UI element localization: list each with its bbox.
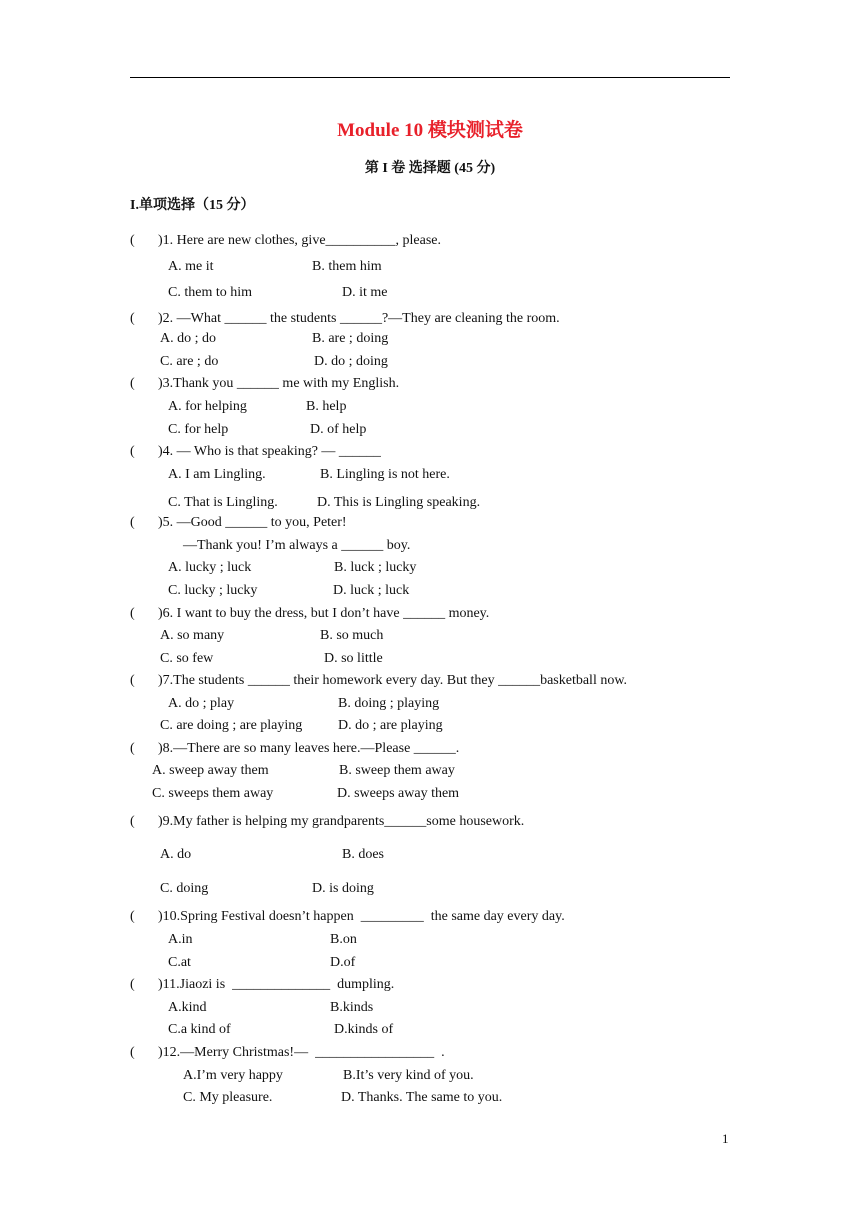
option-d: D. sweeps away them bbox=[337, 786, 460, 801]
question-stem: )5. —Good ______ to you, Peter! bbox=[158, 515, 347, 530]
answer-bracket: ( bbox=[130, 741, 135, 756]
option-a: A. sweep away them bbox=[152, 763, 269, 778]
question-stem: )7.The students ______ their homework every day. But they ______basketball now. bbox=[158, 673, 628, 688]
option-b: B. does bbox=[342, 847, 384, 862]
option-b: B. sweep them away bbox=[339, 763, 455, 778]
option-c: C. are ; do bbox=[160, 354, 219, 369]
option-b: B. them him bbox=[312, 259, 382, 274]
answer-bracket: ( bbox=[130, 515, 135, 530]
answer-bracket: ( bbox=[130, 606, 135, 621]
option-c: C. for help bbox=[168, 422, 229, 437]
page-number: 1 bbox=[722, 1131, 729, 1146]
header-rule bbox=[130, 77, 730, 78]
option-d: D. so little bbox=[324, 651, 383, 666]
option-c: C. That is Lingling. bbox=[168, 495, 278, 510]
option-a: A. so many bbox=[160, 628, 225, 643]
answer-bracket: ( bbox=[130, 673, 135, 688]
option-c: C.a kind of bbox=[168, 1022, 231, 1037]
option-a: A. I am Lingling. bbox=[168, 467, 266, 482]
option-d: D.kinds of bbox=[334, 1022, 394, 1037]
option-a: A. lucky ; luck bbox=[168, 560, 252, 575]
option-d: D. is doing bbox=[312, 881, 374, 896]
question-stem: )6. I want to buy the dress, but I don’t have ______ money. bbox=[158, 606, 490, 621]
option-b: B.kinds bbox=[330, 1000, 374, 1015]
answer-bracket: ( bbox=[130, 376, 135, 391]
question-stem: )3.Thank you ______ me with my English. bbox=[158, 376, 400, 391]
option-a: A. do ; play bbox=[168, 696, 235, 711]
question-stem: )1. Here are new clothes, give__________, please. bbox=[158, 233, 442, 248]
option-c: C. sweeps them away bbox=[152, 786, 274, 801]
option-b: B. so much bbox=[320, 628, 384, 643]
answer-bracket: ( bbox=[130, 909, 135, 924]
option-c: C. them to him bbox=[168, 285, 252, 300]
question-stem: )2. —What ______ the students ______?—They are cleaning the room. bbox=[158, 311, 560, 326]
option-c: C.at bbox=[168, 955, 191, 970]
option-d: D. of help bbox=[310, 422, 367, 437]
option-d: D. do ; doing bbox=[314, 354, 388, 369]
option-b: B.It’s very kind of you. bbox=[343, 1068, 474, 1083]
option-b: B. help bbox=[306, 399, 347, 414]
question-stem-line-2: —Thank you! I’m always a ______ boy. bbox=[183, 538, 411, 553]
option-d: D.of bbox=[330, 955, 356, 970]
option-b: B. doing ; playing bbox=[338, 696, 440, 711]
question-stem: )8.—There are so many leaves here.—Please ______. bbox=[158, 741, 460, 756]
answer-bracket: ( bbox=[130, 444, 135, 459]
page-title: Module 10 模块测试卷 bbox=[337, 120, 523, 141]
answer-bracket: ( bbox=[130, 814, 135, 829]
option-c: C. My pleasure. bbox=[183, 1090, 273, 1105]
section-heading: I.单项选择（15 分） bbox=[130, 198, 255, 213]
option-d: D. This is Lingling speaking. bbox=[317, 495, 481, 510]
option-a: A.kind bbox=[168, 1000, 207, 1015]
question-stem: )12.—Merry Christmas!— _________________ . bbox=[158, 1045, 445, 1060]
option-d: D. do ; are playing bbox=[338, 718, 443, 733]
option-a: A.I’m very happy bbox=[183, 1068, 283, 1083]
answer-bracket: ( bbox=[130, 1045, 135, 1060]
option-c: C. lucky ; lucky bbox=[168, 583, 258, 598]
option-a: A. do ; do bbox=[160, 331, 216, 346]
option-c: C. are doing ; are playing bbox=[160, 718, 303, 733]
option-d: D. Thanks. The same to you. bbox=[341, 1090, 503, 1105]
question-stem: )9.My father is helping my grandparents______some housework. bbox=[158, 814, 525, 829]
option-a: A. for helping bbox=[168, 399, 247, 414]
option-a: A. me it bbox=[168, 259, 214, 274]
option-b: B.on bbox=[330, 932, 357, 947]
question-stem: )11.Jiaozi is ______________ dumpling. bbox=[158, 977, 395, 992]
option-d: D. it me bbox=[342, 285, 388, 300]
question-stem: )4. — Who is that speaking? — ______ bbox=[158, 444, 381, 459]
answer-bracket: ( bbox=[130, 977, 135, 992]
page-subtitle: 第 I 卷 选择题 (45 分) bbox=[364, 161, 496, 176]
option-b: B. Lingling is not here. bbox=[320, 467, 450, 482]
question-stem: )10.Spring Festival doesn’t happen _________ the same day every day. bbox=[158, 909, 565, 924]
option-a: A.in bbox=[168, 932, 193, 947]
option-d: D. luck ; luck bbox=[333, 583, 410, 598]
option-c: C. doing bbox=[160, 881, 209, 896]
option-a: A. do bbox=[160, 847, 192, 862]
answer-bracket: ( bbox=[130, 311, 135, 326]
option-c: C. so few bbox=[160, 651, 214, 666]
answer-bracket: ( bbox=[130, 233, 135, 248]
option-b: B. luck ; lucky bbox=[334, 560, 417, 575]
option-b: B. are ; doing bbox=[312, 331, 389, 346]
